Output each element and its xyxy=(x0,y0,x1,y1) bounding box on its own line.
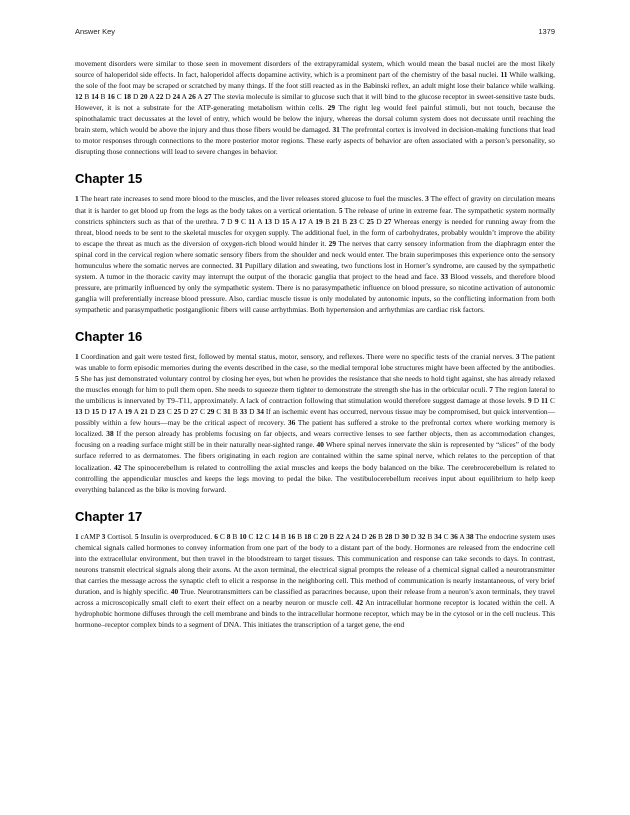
answer-text: She has just demonstrated voluntary control by closing her eyes, but when he provides the resistance that she needs to hold tight against, she has already relaxed the muscles enough for him to pull them open. She needs to squeeze them tighter to demonstrate the strength she has in the orbicular oculi. xyxy=(75,374,555,395)
answer-text: C xyxy=(356,216,367,226)
chapter-answers-paragraph xyxy=(75,531,555,630)
question-number: 3 xyxy=(101,531,106,541)
question-number: 14 xyxy=(271,531,279,541)
question-number: 31 xyxy=(235,260,243,270)
question-number: 16 xyxy=(287,531,296,541)
answer-text: A xyxy=(147,92,157,102)
answer-text: D xyxy=(359,531,369,541)
question-number: 42 xyxy=(355,597,364,607)
question-number: 6 xyxy=(214,531,218,541)
answer-text: movement disorders were similar to those seen in movement disorders of the extrapyramidal system, which would mean the basal nuclei are the most likely source of haloperidol side effects. In fact, haloperidol affects dopamine activity, which is a prominent part of the chemistry of the basal nuclei. xyxy=(75,59,555,80)
chapter-heading: Chapter 15 xyxy=(75,171,143,187)
question-number: 19 xyxy=(315,216,323,226)
answer-text: The endocrine system uses chemical signals called hormones to convey information from one part of the body to a distant part of the body. Hormones are released from the endocrine cell into the extracellular environment, but then travel in the bloodstream to target tissues. This communication and response can take seconds to days. In contrast, neurons transmit electrical signals along their axons. At the axon terminal, the electrical signal prompts the release of a chemical signal called a neurotransmitter that carries the message across the synaptic cleft to elicit a response in the neighboring cell. This method of communication is nearly instantaneous, of very brief duration, and is highly specific. xyxy=(75,531,556,596)
question-number: 10 xyxy=(239,531,247,541)
answer-text: B xyxy=(230,531,240,541)
answer-text: B xyxy=(295,531,304,541)
page-number: 1379 xyxy=(538,27,555,36)
question-number: 24 xyxy=(172,92,181,102)
question-number: 38 xyxy=(106,429,114,439)
intro-paragraph xyxy=(75,58,555,157)
answer-text: D xyxy=(247,407,257,417)
answer-text: C xyxy=(262,531,272,541)
answer-text: A xyxy=(195,92,205,102)
question-number: 38 xyxy=(466,531,474,541)
question-number: 18 xyxy=(303,531,312,541)
question-number: 42 xyxy=(113,462,122,472)
answer-text: B xyxy=(322,216,333,226)
question-number: 9 xyxy=(234,216,239,226)
answer-text: B xyxy=(327,531,337,541)
answer-text: The release of urine in extreme fear. The sympathetic system normally constricts sphincters such as that of the urethra. xyxy=(75,205,555,226)
answer-text: C xyxy=(548,396,555,406)
chapter-heading: Chapter 17 xyxy=(75,508,143,524)
question-number: 27 xyxy=(204,92,212,102)
answer-text: While walking, the sole of the foot may be scraped or scratched by many things. If the foot still reacted as in the Babinski reflex, an adult might lose their balance while walking. xyxy=(75,70,555,91)
answer-text: D xyxy=(163,92,173,102)
answer-text: The patient was unable to form episodic memories during the events described in the case, so the medial temporal lobe structures might have been affected by the antibodies. xyxy=(75,352,555,373)
answer-text: If an ischemic event has occurred, nervous tissue may be compromised, but quick intervention—possibly within a few hours—may be the critical aspect of recovery. xyxy=(75,407,556,428)
question-number: 33 xyxy=(440,271,449,281)
question-number: 40 xyxy=(170,586,179,596)
question-number: 28 xyxy=(384,531,393,541)
question-number: 8 xyxy=(226,531,231,541)
answer-text: D xyxy=(99,407,109,417)
answer-text: A xyxy=(180,92,189,102)
answer-text: B xyxy=(278,531,288,541)
answer-text: A xyxy=(343,531,353,541)
question-number: 16 xyxy=(107,92,115,102)
answer-text: B xyxy=(98,92,108,102)
answer-text: D xyxy=(271,216,282,226)
answer-text: C xyxy=(197,407,207,417)
question-number: 26 xyxy=(188,92,196,102)
question-number: 11 xyxy=(248,216,256,226)
chapters-container xyxy=(75,173,555,630)
answer-text: An intracellular hormone receptor is located within the cell. A hydrophobic hormone diffuses through the cell membrane and binds to the intracellular hormone receptor, which may be in the cytosol or in the cell nucleus. This hormone–receptor complex binds to a segment of DNA. This initiates the transcription of a target gene, the end xyxy=(75,597,555,630)
answer-text: The stevia molecule is similar to glucose such that it will bind to the glucose receptor in sweet-sensitive taste buds. However, it is not a substrate for the ATP-generating metabolism within cells. xyxy=(75,92,556,113)
answer-text: C xyxy=(217,531,227,541)
answer-text: A xyxy=(255,216,265,226)
question-number: 29 xyxy=(328,238,337,248)
question-number: 27 xyxy=(384,216,392,226)
answer-text: The heart rate increases to send more blood to the muscles, and the liver releases stored glucose to fuel the muscles. xyxy=(78,194,426,204)
question-number: 36 xyxy=(450,531,458,541)
question-number: 24 xyxy=(352,531,360,541)
answer-text: A xyxy=(289,216,299,226)
answer-text: D xyxy=(181,407,191,417)
answer-text: A xyxy=(457,531,467,541)
question-number: 34 xyxy=(434,531,442,541)
answer-text: Coordination and gait were tested first, followed by mental status, motor, sensory, and reflexes. There were no specific tests of the cranial nerves. xyxy=(78,352,516,362)
answer-text: B xyxy=(230,407,240,417)
answer-text: cAMP xyxy=(78,531,102,541)
question-number: 27 xyxy=(190,407,198,417)
question-number: 9 xyxy=(527,396,532,406)
question-number: 40 xyxy=(316,440,324,450)
question-number: 3 xyxy=(515,352,520,362)
question-number: 5 xyxy=(75,374,79,384)
question-number: 29 xyxy=(327,103,336,113)
question-number: 21 xyxy=(332,216,340,226)
question-number: 1 xyxy=(75,352,79,362)
question-number: 17 xyxy=(298,216,307,226)
answer-text: D xyxy=(224,216,235,226)
question-number: 15 xyxy=(282,216,290,226)
question-number: 26 xyxy=(368,531,377,541)
question-number: 5 xyxy=(338,205,343,215)
answer-text: D xyxy=(392,531,402,541)
question-number: 12 xyxy=(75,92,83,102)
question-number: 13 xyxy=(75,407,83,417)
question-number: 14 xyxy=(91,92,99,102)
answer-text: Blood vessels, and therefore blood pressure, are primarily influenced by only the sympathetic system. There is no parasympathetic influence on blood pressure, so nicotine activation of autonomic ganglia will preferentially increase blood pressure. Also, cardiac muscle tissue is only modulated by autonomic inputs, so the conflicting information from both sympathetic and parasympathetic postganglionic fibers will cause arrhythmias. Both hypertension and arrhythmias are cardiac risk factors. xyxy=(75,271,555,314)
question-number: 21 xyxy=(140,407,148,417)
answer-text: A xyxy=(131,407,141,417)
question-number: 1 xyxy=(75,194,79,204)
question-number: 23 xyxy=(349,216,357,226)
chapter-answers-paragraph xyxy=(75,351,555,495)
answer-text: B xyxy=(339,216,350,226)
answer-text: D xyxy=(82,407,92,417)
answer-text: A xyxy=(115,407,125,417)
question-number: 11 xyxy=(541,396,549,406)
chapter-answers-paragraph xyxy=(75,193,555,315)
answer-text: C xyxy=(311,531,321,541)
answer-text: The region lateral to the umbilicus is innervated by T9–T11, approximately. A lack of contraction following that stimulation would therefore suggest damage at those levels. xyxy=(75,385,555,406)
question-number: 5 xyxy=(134,531,139,541)
answer-text: Cortisol. xyxy=(105,531,135,541)
question-number: 13 xyxy=(264,216,272,226)
answer-text: The patient has suffered a stroke to the prefrontal cortex where working memory is localized. xyxy=(75,418,555,439)
question-number: 15 xyxy=(91,407,100,417)
question-number: 7 xyxy=(221,216,225,226)
question-number: 17 xyxy=(108,407,116,417)
question-number: 20 xyxy=(320,531,328,541)
answer-text: C xyxy=(214,407,224,417)
answer-text: B xyxy=(376,531,385,541)
answer-text: Insulin is overproduced. xyxy=(138,531,215,541)
answer-text: The prefrontal cortex is involved in decision-making functions that lead to motor responses through connections to the more posterior motor regions. These early aspects of behavior are often associated with a person’s personality, so disrupting those connections will lead to severe changes in behavior. xyxy=(75,125,555,157)
answer-text: True. Neurotransmitters can be classified as paracrines because, upon their release from a neuron’s axon terminals, they travel across a microscopically small cleft to exert their effect on a nearby neuron or muscle cell. xyxy=(75,586,555,607)
answer-text: C xyxy=(246,531,256,541)
question-number: 1 xyxy=(75,531,79,541)
answer-text: D xyxy=(147,407,158,417)
question-number: 29 xyxy=(206,407,215,417)
answer-text: C xyxy=(238,216,249,226)
question-number: 23 xyxy=(157,407,165,417)
question-number: 25 xyxy=(173,407,182,417)
answer-text: The effect of gravity on circulation means that it is harder to get blood up from the legs as the body takes on a vertical orientation. xyxy=(75,194,555,215)
answer-text: D xyxy=(531,396,542,406)
answer-text: Whereas energy is needed for running away from the threat, blood needs to be sent to the skeletal muscles for oxygen supply. The additional fuel, in the form of carbohydrates, probably wouldn’t improve the ability to escape the threat as much as the diversion of oxygen-rich blood would hinder it. xyxy=(75,216,555,248)
question-number: 11 xyxy=(500,70,508,80)
answer-text: C xyxy=(164,407,174,417)
answer-text: C xyxy=(114,92,124,102)
answer-text: B xyxy=(425,531,435,541)
question-number: 7 xyxy=(489,385,493,395)
answer-text: B xyxy=(82,92,92,102)
question-number: 32 xyxy=(418,531,426,541)
answer-text: Where spinal nerves innervate the skin is represented by “slices” of the body surface referred to as dermatomes. The fibers originating in each region are contained within the same spinal nerve, which relates to the perception of that localization. xyxy=(75,440,555,472)
question-number: 31 xyxy=(332,125,340,135)
answer-text: The spinocerebellum is related to controlling the axial muscles and keeps the body balanced on the bike. The cerebrocerebellum is related to controlling the appendicular muscles and keeps the legs moving to pedal the bike. The vestibulocerebellum receives input about equilibrium to help keep everything balanced as the bike is moving forward. xyxy=(75,462,555,494)
answer-text: D xyxy=(131,92,141,102)
question-number: 33 xyxy=(239,407,248,417)
question-number: 22 xyxy=(336,531,344,541)
question-number: 30 xyxy=(401,531,409,541)
question-number: 31 xyxy=(223,407,231,417)
answer-text: D xyxy=(373,216,385,226)
question-number: 3 xyxy=(425,194,429,204)
answer-text: A xyxy=(306,216,316,226)
answer-text: If the person already has problems focusing on far objects, and wears corrective lenses to see farther objects, then as accommodation changes, focusing on a reading surface might still be in their naturally near-sighted range. xyxy=(75,429,555,450)
answer-text: Pupillary dilation and sweating, two functions lost in Horner’s syndrome, are caused by the sympathetic system. A tumor in the thoracic cavity may interrupt the output of the thoracic ganglia that project to the head and face. xyxy=(75,260,556,281)
question-number: 25 xyxy=(366,216,374,226)
header-title: Answer Key xyxy=(75,27,116,36)
answer-key-body xyxy=(75,58,555,630)
answer-text: D xyxy=(408,531,419,541)
answer-text: The right leg would feel painful stimuli, but not touch, because the spinothalamic tract decussates at the level of entry, which would be below the injury, whereas the dorsal column system does not decussate until reaching the brain stem, which would be above the injury and thus those fibers would be damaged. xyxy=(75,103,555,135)
answer-text: C xyxy=(441,531,451,541)
question-number: 20 xyxy=(140,92,148,102)
chapter-heading: Chapter 16 xyxy=(75,328,143,344)
question-number: 22 xyxy=(156,92,164,102)
question-number: 36 xyxy=(287,418,296,428)
question-number: 12 xyxy=(255,531,263,541)
question-number: 19 xyxy=(124,407,132,417)
question-number: 34 xyxy=(256,407,264,417)
question-number: 18 xyxy=(123,92,131,102)
answer-text: The nerves that carry sensory information from the diaphragm enter the spinal cord in the cervical region where somatic sensory fibers from the shoulder and neck would enter. The brain superimposes this experience onto the sensory homunculus where the somatic nerves are connected. xyxy=(75,238,555,270)
